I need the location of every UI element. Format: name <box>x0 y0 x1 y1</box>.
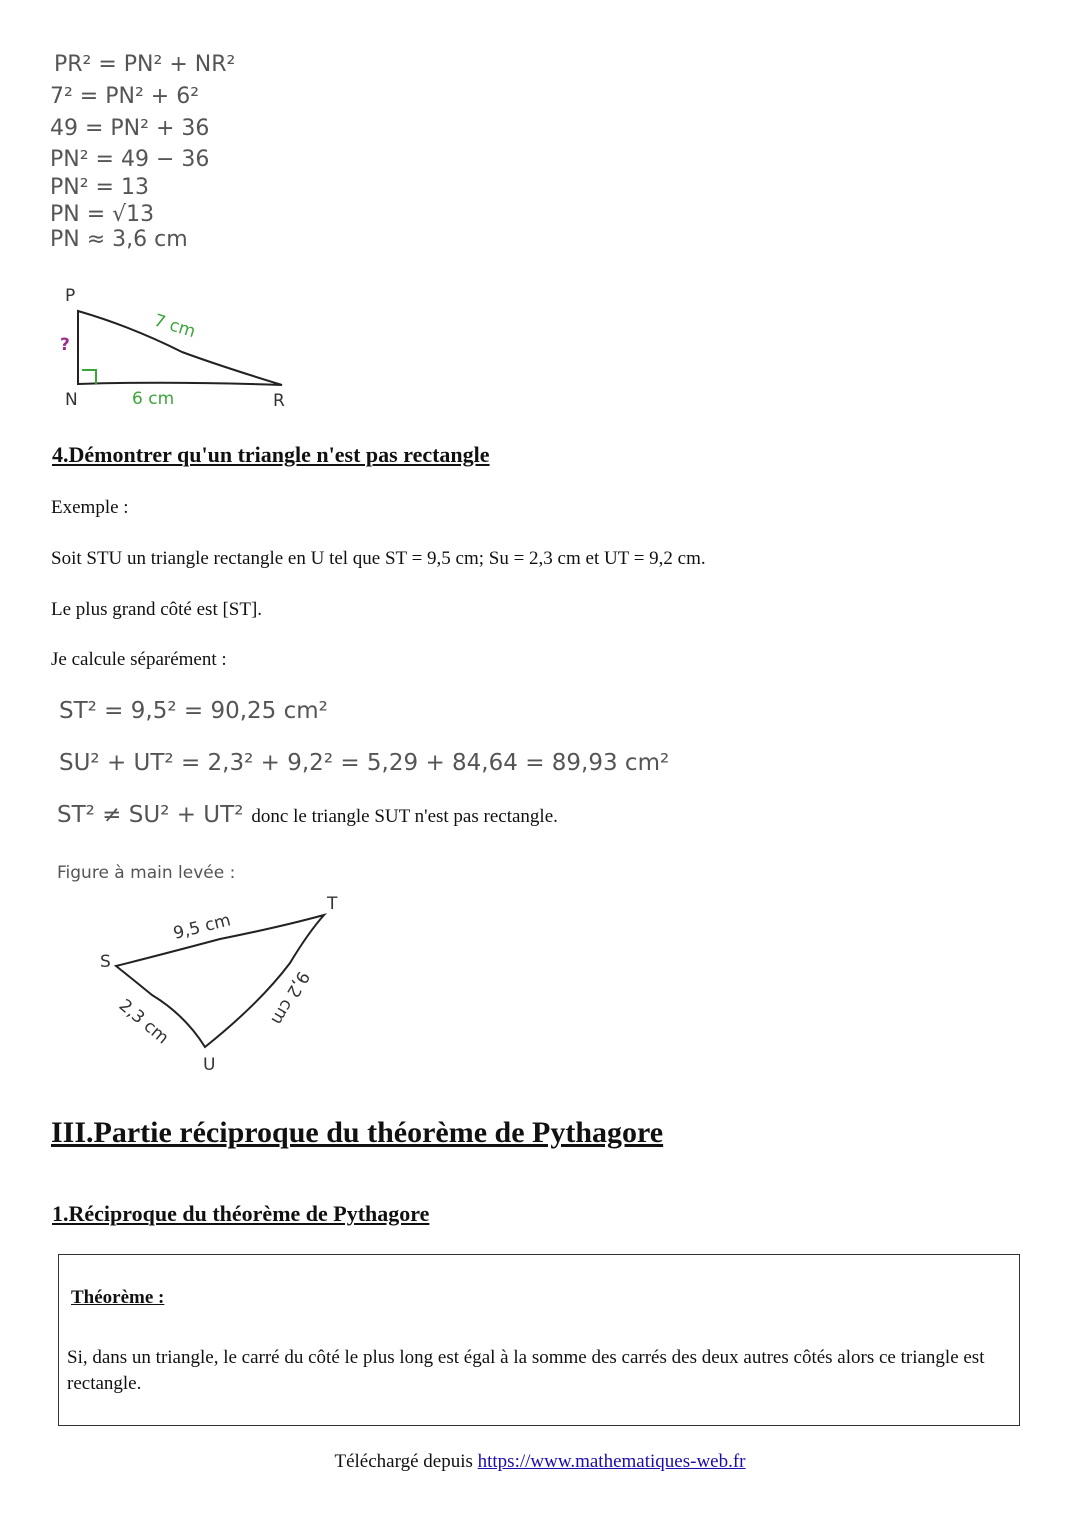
section3-subtitle: 1.Réciproque du théorème de Pythagore <box>52 1201 430 1226</box>
equation-st: ST² = 9,5² = 90,25 cm² <box>59 698 328 724</box>
vertex-n: N <box>65 390 78 410</box>
longest-side-text: Le plus grand côté est [ST]. <box>51 599 263 620</box>
label-st: 9,5 cm <box>171 910 233 944</box>
section-title: 4.Démontrer qu'un triangle n'est pas rectangle <box>52 442 490 467</box>
theorem-title: Théorème : <box>71 1287 165 1308</box>
vertex-p: P <box>65 286 76 306</box>
calc-line: PR² = PN² + NR² <box>54 52 236 77</box>
vertex-t: T <box>327 894 338 914</box>
calc-line: PN² = 49 − 36 <box>50 147 210 172</box>
vertex-r: R <box>273 391 285 411</box>
conclusion-text: donc le triangle SUT n'est pas rectangle. <box>251 806 558 827</box>
figure-triangle-pnr <box>50 280 310 415</box>
label-su: 2,3 cm <box>114 995 173 1049</box>
theorem-text: Si, dans un triangle, le carré du côté le plus long est égal à la somme des carrés des deux autres côtés alors ce triangle est rectangle. <box>67 1347 985 1394</box>
footer-prefix: Téléchargé depuis <box>334 1451 478 1472</box>
equation-su-ut: SU² + UT² = 2,3² + 9,2² = 5,29 + 84,64 = 89,93 cm² <box>59 750 670 776</box>
vertex-u: U <box>203 1055 216 1075</box>
label-nr: 6 cm <box>132 389 175 409</box>
calc-intro-text: Je calcule séparément : <box>51 649 227 670</box>
calc-line: PN ≈ 3,6 cm <box>50 227 188 252</box>
figure-triangle-stu <box>90 885 360 1080</box>
calc-line: PN² = 13 <box>50 175 149 200</box>
footer <box>0 1451 1080 1473</box>
example-label: Exemple : <box>51 497 129 518</box>
vertex-s: S <box>100 952 111 972</box>
calc-line: 49 = PN² + 36 <box>50 116 210 141</box>
figure-caption: Figure à main levée : <box>57 863 236 883</box>
section3-title: III.Partie réciproque du théorème de Pythagore <box>51 1116 664 1149</box>
calc-line: 7² = PN² + 6² <box>50 84 200 109</box>
calc-line: PN = √13 <box>50 202 155 227</box>
theorem-box <box>58 1254 1020 1426</box>
conclusion-line <box>57 802 558 828</box>
label-pr: 7 cm <box>151 310 198 343</box>
label-ut: 9,2 cm <box>266 967 313 1029</box>
footer-link[interactable]: https://www.mathematiques-web.fr <box>477 1451 746 1472</box>
label-pn-unknown: ? <box>60 335 70 355</box>
right-angle-mark <box>82 370 96 384</box>
statement-text: Soit STU un triangle rectangle en U tel que ST = 9,5 cm; Su = 2,3 cm et UT = 9,2 cm. <box>51 548 706 569</box>
equation-inequality: ST² ≠ SU² + UT² <box>57 802 244 828</box>
